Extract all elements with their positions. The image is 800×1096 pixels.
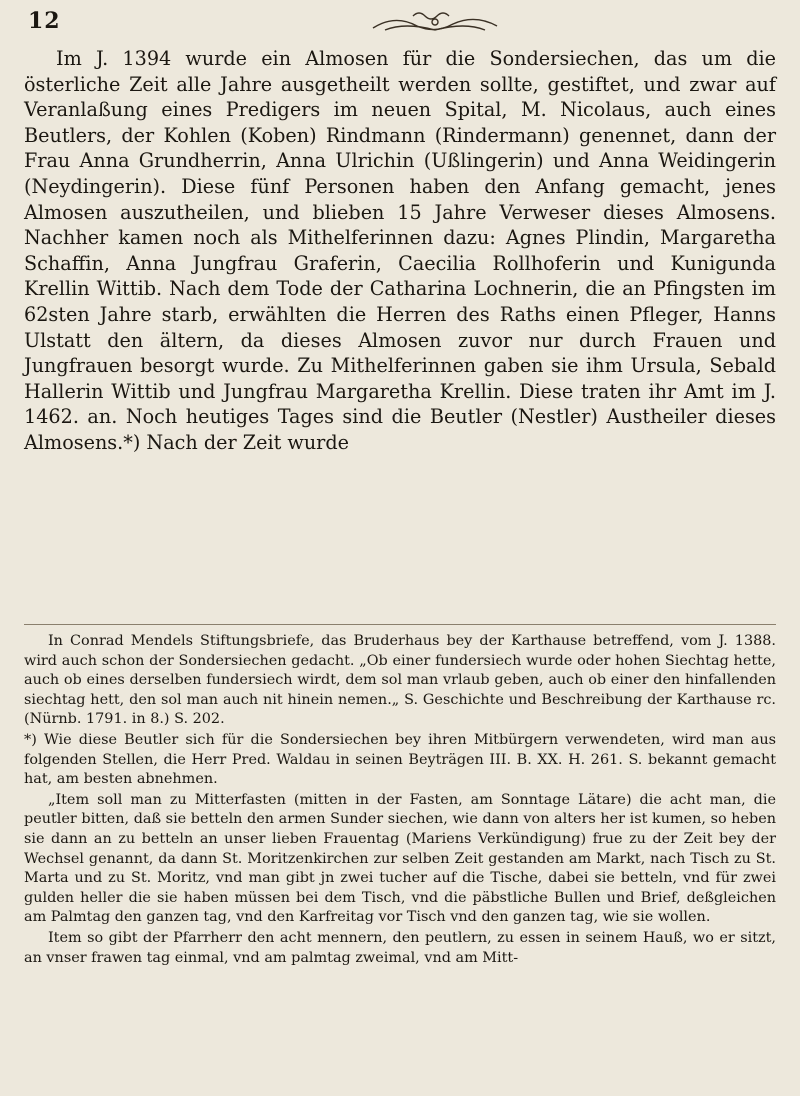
footnote-beutler: *) Wie diese Beutler sich für die Sondersiechen bey ihren Mitbürgern verwendeten, wird man aus folgenden Stellen, die Herr Pred. Waldau in seinen Beyträgen III. B. XX. H. 261. S. bekannt gemacht hat, am besten abnehmen. [24, 731, 776, 788]
footnote-divider [24, 624, 776, 625]
footnote-mendel: In Conrad Mendels Stiftungsbriefe, das Bruderhaus bey der Karthause betreffend, vom J. 1388. wird auch schon der Sondersiechen gedacht. „Ob einer fundersiech wurde oder hohen Siechtag hette, auch ob eines derselben fundersiech wirdt, dem sol man vrlaub geben, auch ob einer den hinfallenden siechtag hett, den sol man auch nit hinein nemen.„ S. Geschichte und Beschreibung der Karthause rc. (Nürnb. 1791. in 8.) S. 202. [24, 633, 776, 728]
page-number: 12 [28, 8, 61, 34]
main-paragraph: Im J. 1394 wurde ein Almosen für die Sondersiechen, das um die österliche Zeit alle Jahre ausgetheilt werden sollte, gestiftet, und zwar auf Veranlaßung eines Predigers im neuen Spital, M. Nicolaus, auch eines Beutlers, der Kohlen (Koben) Rindmann (Rindermann) genennet, dann der Frau Anna Grundherrin, Anna Ulrichin (Ußlingerin) und Anna Weidingerin (Neydingerin). Diese fünf Personen haben den Anfang gemacht, jenes Almosen auszutheilen, und blieben 15 Jahre Verweser dieses Almosens. Nachher kamen noch als Mithelferinnen dazu: Agnes Plindin, Margaretha Schaffin, Anna Jungfrau Graferin, Caecilia Rollhoferin und Kunigunda Krellin Wittib. Nach dem Tode der Catharina Lochnerin, die an Pfingsten im 62sten Jahre starb, erwählten die Herren des Raths einen Pfleger, Hanns Ulstatt den ältern, da dieses Almosen zuvor nur durch Frauen und Jungfrauen besorgt wurde. Zu Mithelferinnen gaben sie ihm Ursula, Sebald Hallerin Wittib und Jungfrau Margaretha Krellin. Diese traten ihr Amt im J. 1462. an. Noch heutiges Tages sind die Beutler (Nestler) Austheiler dieses Almosens.*) Nach der Zeit wurde [24, 47, 776, 454]
decorative-ornament-icon [365, 8, 505, 36]
footnotes [24, 632, 776, 969]
footnote-quote-mitterfasten: „Item soll man zu Mitterfasten (mitten in der Fasten, am Sonntage Lätare) die acht man, die peutler bitten, daß sie betteln den armen Sunder siechen, wie dann von alters her ist kumen, so heben sie dann an zu betteln an unser lieben Frauentag (Mariens Verkündigung) frue zu der Zeit bey der Wechsel genannt, da dann St. Moritzenkirchen zur selben Zeit gestanden am Markt, nach Tisch zu St. Marta und zu St. Moritz, vnd man gibt jn zwei tucher auf die Tische, dabei sie betteln, vnd für zwei gulden heller die sie haben müssen bei dem Tisch, vnd die päbstliche Bullen und Brief, deßgleichen am Palmtag den ganzen tag, vnd den Karfreitag vor Tisch vnd den ganzen tag, wie sie wollen. [24, 791, 776, 926]
footnote-quote-pfarrherr: Item so gibt der Pfarrherr den acht mennern, den peutlern, zu essen in seinem Hauß, wo er sitzt, an vnser frawen tag einmal, vnd am palmtag zweimal, vnd am Mitt- [24, 929, 776, 966]
